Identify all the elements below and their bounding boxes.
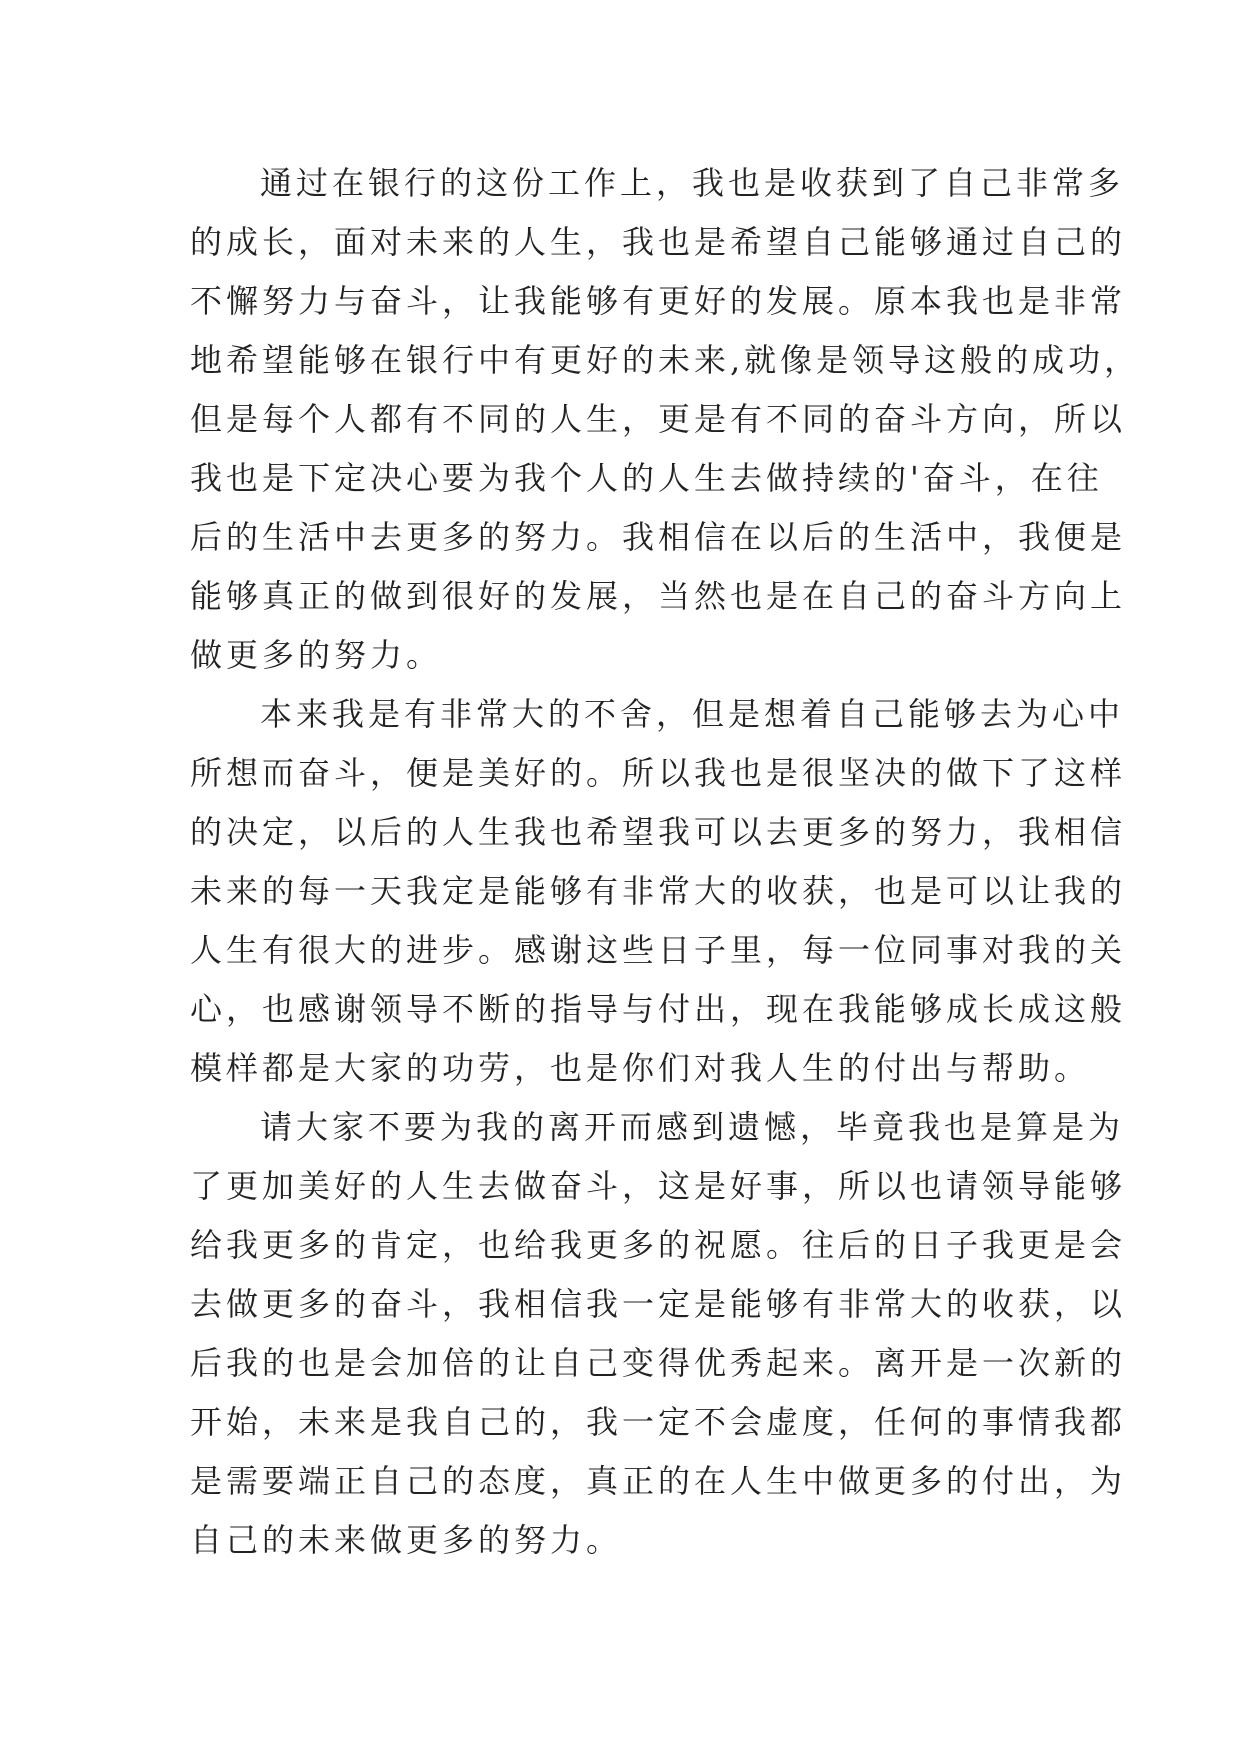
paragraph-3-line-2: 了更加美好的人生去做奋斗，这是好事，所以也请领导能够 <box>190 1167 1127 1205</box>
paragraph-1-line-8: 能够真正的做到很好的发展，当然也是在自己的奋斗方向上 <box>190 577 1127 615</box>
paragraph-3-line-6: 开始，未来是我自己的，我一定不会虚度，任何的事情我都 <box>190 1403 1127 1441</box>
paragraph-2-line-3: 的决定，以后的人生我也希望我可以去更多的努力，我相信 <box>190 813 1127 851</box>
paragraph-1-line-7: 后的生活中去更多的努力。我相信在以后的生活中，我便是 <box>190 518 1127 556</box>
paragraph-1-line-2: 的成长，面对未来的人生，我也是希望自己能够通过自己的 <box>190 223 1127 261</box>
paragraph-2-line-2: 所想而奋斗，便是美好的。所以我也是很坚决的做下了这样 <box>190 754 1127 792</box>
paragraph-2-line-1: 本来我是有非常大的不舍，但是想着自己能够去为心中 <box>260 695 1125 733</box>
paragraph-3-line-1: 请大家不要为我的离开而感到遗憾，毕竟我也是算是为 <box>260 1108 1125 1146</box>
paragraph-1-line-6: 我也是下定决心要为我个人的人生去做持续的'奋斗，在往 <box>190 459 1103 497</box>
paragraph-2-line-5: 人生有很大的进步。感谢这些日子里，每一位同事对我的关 <box>190 931 1127 969</box>
paragraph-3-line-5: 后我的也是会加倍的让自己变得优秀起来。离开是一次新的 <box>190 1344 1127 1382</box>
paragraph-3-line-8: 自己的未来做更多的努力。 <box>190 1521 623 1559</box>
paragraph-1-line-5: 但是每个人都有不同的人生，更是有不同的奋斗方向，所以 <box>190 400 1127 438</box>
paragraph-1-line-4: 地希望能够在银行中有更好的未来,就像是领导这般的成功， <box>190 341 1141 379</box>
paragraph-1-line-1: 通过在银行的这份工作上，我也是收获到了自己非常多 <box>260 164 1125 202</box>
paragraph-2-line-6: 心，也感谢领导不断的指导与付出，现在我能够成长成这般 <box>190 990 1127 1028</box>
paragraph-3-line-7: 是需要端正自己的态度，真正的在人生中做更多的付出，为 <box>190 1462 1127 1500</box>
paragraph-2-line-7: 模样都是大家的功劳，也是你们对我人生的付出与帮助。 <box>190 1049 1091 1087</box>
paragraph-1-line-9: 做更多的努力。 <box>190 636 443 674</box>
paragraph-3-line-3: 给我更多的肯定，也给我更多的祝愿。往后的日子我更是会 <box>190 1226 1127 1264</box>
paragraph-3-line-4: 去做更多的奋斗，我相信我一定是能够有非常大的收获，以 <box>190 1285 1127 1323</box>
paragraph-1-line-3: 不懈努力与奋斗，让我能够有更好的发展。原本我也是非常 <box>190 282 1127 320</box>
paragraph-2-line-4: 未来的每一天我定是能够有非常大的收获，也是可以让我的 <box>190 872 1127 910</box>
document-body <box>190 154 1141 1570</box>
